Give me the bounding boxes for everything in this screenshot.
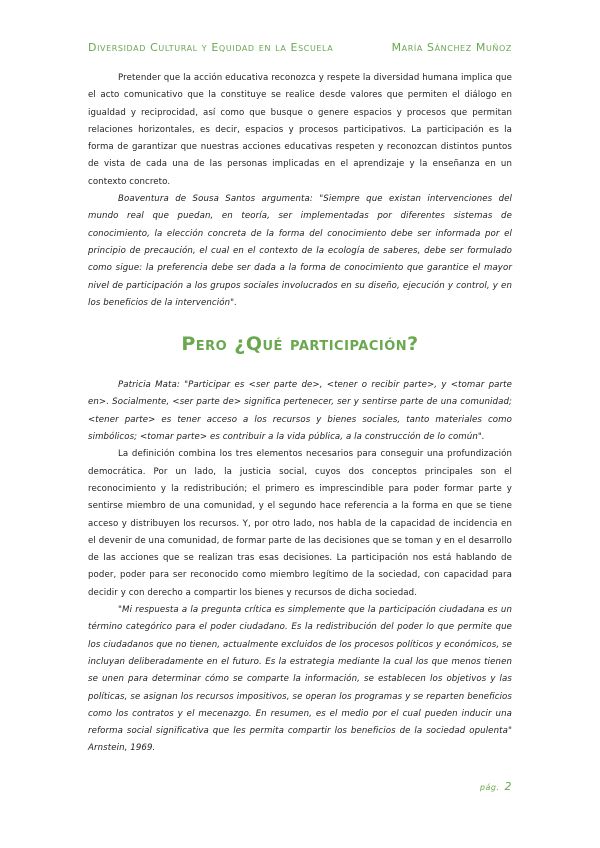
page-number-value: 2 xyxy=(504,780,512,793)
paragraph-definition: La definición combina los tres elementos necesarios para conseguir una profundización democrática. Por un lado, la justicia social, cuyos dos conceptos principales son el reconocimiento y la redistribución; el primero es imprescindible para poder formar parte y sentirse miembro de una comunidad, y el segundo hace referencia a la forma en que se tiene acceso y distribuyen los recursos. Y, por otro lado, nos habla de la capacidad de incidencia en el devenir de una comunidad, de formar parte de las decisiones que se toman y en el desarrollo de las acciones que se realizan tras esas decisiones. La participación nos está hablando de poder, poder para ser reconocido como miembro legítimo de la sociedad, con capacidad para decidir y con derecho a compartir los bienes y recursos de dicha sociedad. xyxy=(88,449,512,598)
header-author-name: María Sánchez Muñoz xyxy=(391,40,512,54)
section-title: Pero ¿Qué participación? xyxy=(181,333,419,356)
document-body xyxy=(88,70,512,758)
page-number xyxy=(480,780,512,793)
page-number-label: pág. xyxy=(479,783,500,792)
paragraph-educational-action: Pretender que la acción educativa reconozca y respete la diversidad humana implica que el acto comunicativo que la constituye se realice desde valores que permiten el diálogo en igualdad y reciprocidad, así como que busque o genere espacios y procesos que permitan relaciones horizontales, es decir, espacios y procesos participativos. La participación es la forma de garantizar que nuestras acciones educativas respeten y reconozcan distintos puntos de vista de cada una de las personas implicadas en el aprendizaje y la enseñanza en un contexto concreto. xyxy=(88,73,512,187)
page-header xyxy=(88,40,512,54)
paragraph-arnstein-quote: "Mi respuesta a la pregunta crítica es simplemente que la participación ciudadana es un término categórico para el poder ciudadano. Es la redistribución del poder lo que permite que los ciudadanos que no tienen, actualmente excluidos de los procesos políticos y económicos, se incluyan deliberadamente en el futuro. Es la estrategia mediante la cual los que menos tienen se unen para determinar cómo se comparte la información, se establecen los objetivos y las políticas, se asignan los recursos impositivos, se operan los programas y se reparten beneficios como los contratos y el mecenazgo. En resumen, es el medio por el cual pueden inducir una reforma social significativa que les permita compartir los beneficios de la sociedad opulenta" Arnstein, 1969. xyxy=(88,605,512,754)
paragraph-patricia-mata-quote: Patricia Mata: "Participar es <ser parte de>, <tener o recibir parte>, y <tomar parte en>. Socialmente, <ser parte de> significa pertenecer, ser y sentirse parte de una comunidad; <tener parte> es tener acceso a los recursos y bienes sociales, tanto materiales como simbólicos; <tomar parte> es contribuir a la vida pública, a la construcción de lo común". xyxy=(88,380,512,443)
paragraph-sousa-santos-quote: Boaventura de Sousa Santos argumenta: "Siempre que existan intervenciones del mundo real que puedan, en teoría, ser implementadas por diferentes sistemas de conocimiento, la elección concreta de la forma del conocimiento debe ser informada por el principio de precaución, el cual en el contexto de la ecología de saberes, debe ser formulado como sigue: la preferencia debe ser dada a la forma de conocimiento que garantice el mayor nivel de participación a los grupos sociales involucrados en su diseño, ejecución y control, y en los beneficios de la intervención". xyxy=(88,194,512,308)
header-document-title: Diversidad Cultural y Equidad en la Escuela xyxy=(88,40,334,54)
